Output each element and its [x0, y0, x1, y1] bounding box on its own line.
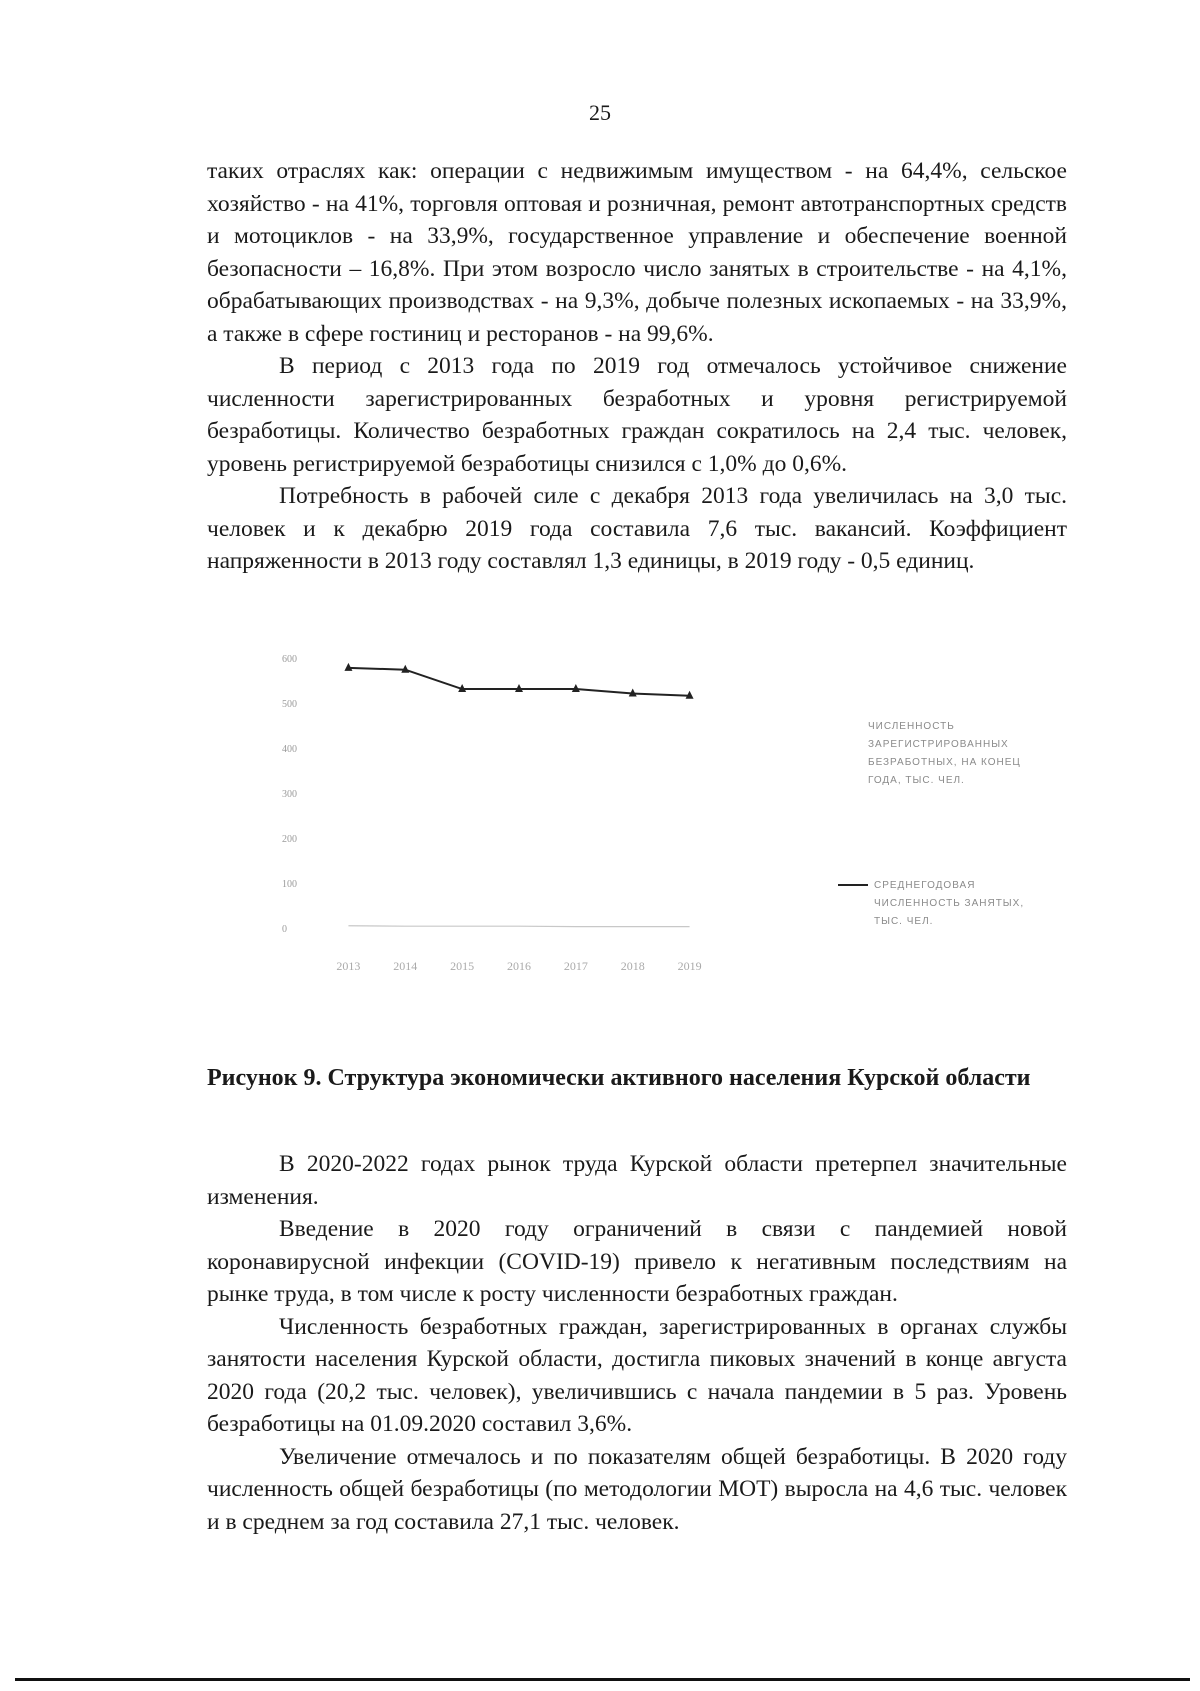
- legend-label: СРЕДНЕГОДОВАЯ: [874, 880, 976, 891]
- data-point-marker: [572, 684, 580, 692]
- legend-label: ТЫС. ЧЕЛ.: [874, 916, 934, 927]
- bottom-rule: [15, 1678, 1190, 1681]
- legend-label: ЧИСЛЕННОСТЬ ЗАНЯТЫХ,: [874, 898, 1025, 909]
- y-tick-label: 500: [282, 699, 297, 710]
- x-tick-label: 2018: [620, 959, 645, 973]
- legend-label: ЧИСЛЕННОСТЬ: [868, 721, 955, 732]
- y-tick-label: 100: [282, 879, 297, 890]
- paragraph: Увеличение отмечалось и по показателям общей безработицы. В 2020 году численность общей безработицы (по методологии МОТ) выросла на 4,6 тыс. человек и в среднем за год составила 27,1 тыс. человек.: [207, 1443, 1067, 1535]
- paragraph: Численность безработных граждан, зарегистрированных в органах службы занятости населения Курской области, достигла пиковых значений в конце августа 2020 года (20,2 тыс. человек), увеличившись с начала пандемии в 5 раз. Уровень безработицы на 01.09.2020 составил 3,6%.: [207, 1313, 1067, 1437]
- paragraph: Введение в 2020 году ограничений в связи с пандемией новой коронавирусной инфекции (COVID-19) привело к негативным последствиям на рынке труда, в том числе к росту численности безработных граждан.: [207, 1216, 1067, 1307]
- series-line-unemployed: [348, 926, 689, 927]
- paragraph: В период с 2013 года по 2019 год отмечалось устойчивое снижение численности зарегистрированных безработных и уровня регистрируемой безработицы. Количество безработных граждан сократилось на 2,4 тыс. человек, уровень регистрируемой безработицы снизился с 1,0% до 0,6%.: [207, 353, 1067, 477]
- paragraph: таких отраслях как: операции с недвижимым имуществом - на 64,4%, сельское хозяйство - на 41%, торговля оптовая и розничная, ремонт автотранспортных средств и мотоциклов - на 33,9%, государственное управление и обеспечение военной безопасности – 16,8%. При этом возросло число занятых в строительстве - на 4,1%, обрабатывающих производствах - на 9,3%, добыче полезных ископаемых - на 33,9%, а также в сфере гостиниц и ресторанов - на 99,6%.: [207, 158, 1067, 347]
- legend-label: ЗАРЕГИСТРИРОВАННЫХ: [868, 739, 1009, 750]
- y-tick-label: 200: [282, 834, 297, 845]
- page-number: 25: [589, 100, 611, 125]
- paragraph: В 2020-2022 годах рынок труда Курской области претерпел значительные изменения.: [207, 1151, 1067, 1210]
- legend-label: БЕЗРАБОТНЫХ, НА КОНЕЦ: [868, 757, 1021, 768]
- x-tick-label: 2013: [336, 959, 361, 973]
- line-chart: [258, 640, 1108, 1040]
- paragraph: Потребность в рабочей силе с декабря 2013 года увеличилась на 3,0 тыс. человек и к декабрю 2019 года составила 7,6 тыс. вакансий. Коэффициент напряженности в 2013 году составлял 1,3 единицы, в 2019 году - 0,5 единиц.: [207, 483, 1067, 574]
- y-tick-label: 600: [282, 654, 297, 665]
- text-block-bottom: [207, 1148, 1067, 1538]
- x-tick-label: 2019: [677, 959, 702, 973]
- data-point-marker: [344, 663, 352, 671]
- legend-label: ГОДА, ТЫС. ЧЕЛ.: [868, 775, 965, 786]
- y-tick-label: 400: [282, 744, 297, 755]
- x-tick-label: 2016: [507, 959, 531, 973]
- x-tick-label: 2017: [563, 959, 588, 973]
- text-block-top: [207, 155, 1067, 578]
- legend-entry-unemployed: [868, 718, 1068, 790]
- y-tick-label: 300: [282, 789, 297, 800]
- x-tick-label: 2014: [393, 959, 418, 973]
- x-tick-label: 2015: [450, 959, 475, 973]
- legend-marker: [838, 884, 868, 886]
- data-point-marker: [515, 684, 523, 692]
- legend-entry-employed: [838, 877, 1068, 931]
- y-tick-label: 0: [282, 924, 287, 935]
- figure-caption: Рисунок 9. Структура экономически активного населения Курской области: [207, 1065, 1031, 1091]
- chart: [258, 640, 1108, 1040]
